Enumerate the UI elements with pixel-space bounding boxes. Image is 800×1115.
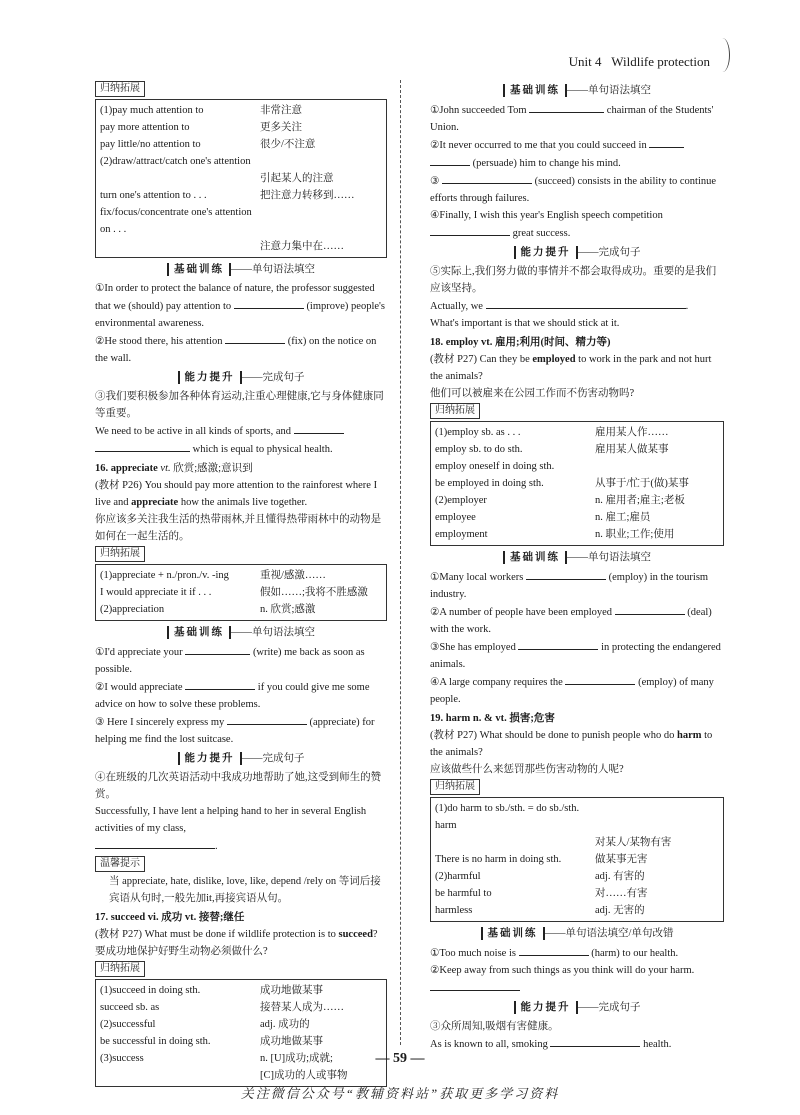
expand-row: employ oneself in doing sth. <box>435 461 555 472</box>
expand-tag: 归纳拓展 <box>95 81 145 97</box>
section-heading: 基础训练 ——单句语法填空 <box>95 261 387 278</box>
expand-tag: 归纳拓展 <box>430 403 480 419</box>
answer-blank[interactable] <box>519 944 589 956</box>
answer-blank[interactable] <box>442 172 532 184</box>
section-heading: 能力提升 ——完成句子 <box>95 750 387 767</box>
expand-row: (1)pay much attention to 非常注意 <box>100 105 302 116</box>
expand-tag: 归纳拓展 <box>95 546 145 562</box>
answer-blank[interactable] <box>95 440 190 452</box>
answer-blank[interactable] <box>486 297 686 309</box>
expand-row: (3)success n. [U]成功;成就; <box>100 1053 333 1064</box>
tip-tag: 温馨提示 <box>95 856 145 872</box>
expand-row: (2)employer n. 雇用者;雇主;老板 <box>435 495 685 506</box>
entry-17: 17. succeed vi. 成功 vt. 接替;继任 (教材 P27) What must be done if wildlife protection is to succeed? 要成功地保护好野生动物必须做什么? 归纳拓展 (1)succeed in doing sth. 成功地做某事 succeed sb. as 接替某人成为…… (2)successful adj. 成功的 be successful in doing sth. 成功地做某事 (3)success n. [U]成功;成就; [C]成功的人或事物 <box>95 909 387 1087</box>
expand-row: employee n. 雇工;雇员 <box>435 512 651 523</box>
answer-blank[interactable] <box>234 297 304 309</box>
expand-row: pay more attention to 更多关注 <box>100 122 302 133</box>
expand-row: [C]成功的人或事物 <box>260 1070 348 1081</box>
page-number: — 59 — <box>375 1051 425 1066</box>
expand-row: employment n. 职业;工作;使用 <box>435 529 675 540</box>
expand-box <box>95 564 387 621</box>
exercise: We need to be active in all kinds of sports, and <box>95 422 387 440</box>
answer-blank[interactable] <box>185 678 255 690</box>
expand-row: (1)do harm to sb./sth. = do sb./sth. harm <box>435 803 580 831</box>
answer-blank[interactable] <box>95 837 215 849</box>
expand-row: be employed in doing sth. 从事于/忙于(做)某事 <box>435 478 689 489</box>
expand-row: 注意力集中在…… <box>260 241 344 252</box>
expand-tag: 归纳拓展 <box>430 779 480 795</box>
tip-text: 当 appreciate, hate, dislike, love, like, depend /rely on 等词后接宾语从句时,一般先加it,再接宾语从句。 <box>109 876 381 904</box>
expand-box <box>430 797 724 922</box>
expand-row: be harmful to 对……有害 <box>435 888 648 899</box>
expand-tag: 归纳拓展 <box>95 961 145 977</box>
expand-box <box>430 421 724 546</box>
expand-row: (1)succeed in doing sth. 成功地做某事 <box>100 985 323 996</box>
section-heading: 基础训练 ——单句语法填空/单句改错 <box>430 925 724 942</box>
entry-19: 19. harm n. & vt. 损害;危害 (教材 P27) What should be done to punish people who do harm to the animals? 应该做些什么来惩罚那些伤害动物的人呢? 归纳拓展 (1)do harm to sb./sth. = do sb./sth. harm 对某人/某物有害 There is no harm in doing sth. 做某事无害 (2)harmful adj. 有害的 be harmful to 对……有害 harmless adj. 无害的 基础训练 ——单句语法填空/单句改错 ①Too much noise is (harm) to our health. ②Keep away from such things as you think will do your harm. 能力提升 ——完成句子 ③众所周知,吸烟有害健康。 As is known to all, smoking health. <box>430 710 724 1053</box>
right-column: 基础训练 ——单句语法填空 ①John succeeded Tom chairman of the Students' Union. ②It never occurred to me that you could succeed in (persuade) him to change his mind. ③ (succeed) consists in the ability to continue efforts through failures. ④Finally, I wish this year's English speech competition great success. 能力提升 ——完成句子 ⑤实际上,我们努力做的事情并不都会取得成功。重要的是我们应该坚持。 Actually, we . What's important is that we should stick at it. 18. employ vt. 雇用;利用(时间、精力等) (教材 P27) Can they be employed to work in the park and not hurt the animals? 他们可以被雇来在公园工作而不伤害动物吗? 归纳拓展 (1)employ sb. as . . . 雇用某人作…… employ sb. to do sth. 雇用某人做某事 employ oneself in doing sth. be employed in doing sth. 从事于/忙于(做)某事 (2)employer n. 雇用者;雇主;老板 employee n. 雇工;雇员 employment n. 职业;工作;使用 基础训练 ——单句语法填空 ①Many local workers (employ) in the tourism industry. ②A number of people have been employed (deal) with the work. ③She has employed in protecting the endangered animals. ④A large company requires the (employ) of many people. 19. harm n. & vt. 损害;危害 (教材 P27) What should be done to punish people who do harm to the animals? 应该做些什么来惩罚那些伤害动物的人呢? 归纳拓展 (1)do harm to sb./sth. = do sb./sth. harm 对某人/某物有害 There is no harm in doing sth. 做某事无害 (2)harmful adj. 有害的 be harmful to 对……有害 harmless adj. 无害的 基础训练 ——单句语法填空/单句改错 ①Too much noise is (harm) to our health. ②Keep away from such things as you think will do your harm. 能力提升 ——完成句子 ③众所周知,吸烟有害健康。 As is known to all, smoking health. <box>430 80 724 1053</box>
expand-row: be successful in doing sth. 成功地做某事 <box>100 1036 323 1047</box>
answer-blank[interactable] <box>649 136 684 148</box>
expand-row: (2)successful adj. 成功的 <box>100 1019 310 1030</box>
entry-18: 18. employ vt. 雇用;利用(时间、精力等) (教材 P27) Can they be employed to work in the park and not hurt the animals? 他们可以被雇来在公园工作而不伤害动物吗? 归纳拓展 (1)employ sb. as . . . 雇用某人作…… employ sb. to do sth. 雇用某人做某事 employ oneself in doing sth. be employed in doing sth. 从事于/忙于(做)某事 (2)employer n. 雇用者;雇主;老板 employee n. 雇工;雇员 employment n. 职业;工作;使用 基础训练 ——单句语法填空 ①Many local workers (employ) in the tourism industry. ②A number of people have been employed (deal) with the work. ③She has employed in protecting the endangered animals. ④A large company requires the (employ) of many people. <box>430 334 724 708</box>
header-curve-decoration <box>715 38 730 72</box>
expand-row: 对某人/某物有害 <box>595 837 672 848</box>
answer-blank[interactable] <box>430 224 510 236</box>
expand-row: (2)harmful adj. 有害的 <box>435 871 645 882</box>
footer-watermark: 关注微信公众号“教辅资料站”获取更多学习资料 <box>240 1086 560 1101</box>
section-heading: 基础训练 ——单句语法填空 <box>430 549 724 566</box>
answer-blank[interactable] <box>185 643 250 655</box>
expand-row: (1)employ sb. as . . . 雇用某人作…… <box>435 427 669 438</box>
answer-blank[interactable] <box>227 713 307 725</box>
left-column <box>95 80 387 1090</box>
answer-blank[interactable] <box>430 979 520 991</box>
exercise: ③我们要积极参加各种体育运动,注重心理健康,它与身体健康同等重要。 <box>95 391 384 419</box>
answer-blank[interactable] <box>526 568 606 580</box>
answer-blank[interactable] <box>615 603 685 615</box>
section-heading: 基础训练 ——单句语法填空 <box>95 624 387 641</box>
section-heading: 基础训练 ——单句语法填空 <box>430 82 724 99</box>
answer-blank[interactable] <box>294 422 344 434</box>
expand-row: (1)appreciate + n./pron./v. -ing 重视/感激…… <box>100 570 326 581</box>
exercise: which is equal to physical health. <box>95 440 387 458</box>
expand-row: There is no harm in doing sth. 做某事无害 <box>435 854 648 865</box>
exercise: ①In order to protect the balance of nature, the professor suggested that we (should) pay attention to (improve) people's environmental awareness. <box>95 283 386 329</box>
expand-row: (2)appreciation n. 欣赏;感激 <box>100 604 316 615</box>
expand-row: succeed sb. as 接替某人成为…… <box>100 1002 344 1013</box>
expand-row: 引起某人的注意 <box>260 173 334 184</box>
expand-row: I would appreciate it if . . . 假如……;我将不胜感激 <box>100 587 368 598</box>
expand-row: fix/focus/concentrate one's attention on . . . <box>100 207 252 235</box>
expand-box <box>95 99 387 258</box>
answer-blank[interactable] <box>550 1035 640 1047</box>
section-heading: 能力提升 ——完成句子 <box>95 369 387 386</box>
section-heading: 能力提升 ——完成句子 <box>430 244 724 261</box>
answer-blank[interactable] <box>225 332 285 344</box>
column-divider <box>400 80 401 1045</box>
page-header: Unit 4 Wildlife protection <box>568 54 710 69</box>
exercise: ②He stood there, his attention (fix) on the notice on the wall. <box>95 332 387 367</box>
expand-row: pay little/no attention to 很少/不注意 <box>100 139 316 150</box>
answer-blank[interactable] <box>430 154 470 166</box>
section-heading: 能力提升 ——完成句子 <box>430 999 724 1016</box>
answer-blank[interactable] <box>518 638 598 650</box>
entry-16: 16. appreciate vt. 欣赏;感激;意识到 (教材 P26) You should pay more attention to the rainforest where I live and appreciate how the animals live together. 你应该多关注我生活的热带雨林,并且懂得热带雨林中的动物是如何在一起生活的。 归纳拓展 (1)appreciate + n./pron./v. -ing 重视/感激…… I would appreciate it if . . . 假如……;我将不胜感激 (2)appreciation n. 欣赏;感激 基础训练 ——单句语法填空 ①I'd appreciate your (write) me back as soon as possible. ②I would appreciate if you could give me some advice on how to solve these problems. ③ Here I sincerely express my (appreciate) for helping me find the lost suitcase. 能力提升 ——完成句子 ④在班级的几次英语活动中我成功地帮助了她,这受到师生的赞赏。 Successfully, I have lent a helping hand to her in several English activities of my class, . 温馨提示 当 appreciate, hate, dislike, love, like, depend /rely on 等词后接宾语从句时,一般先加it,再接宾语从句。 <box>95 460 387 907</box>
answer-blank[interactable] <box>565 673 635 685</box>
expand-row: (2)draw/attract/catch one's attention <box>100 156 251 167</box>
expand-box <box>95 979 387 1087</box>
expand-row: employ sb. to do sth. 雇用某人做某事 <box>435 444 669 455</box>
answer-blank[interactable] <box>529 101 604 113</box>
expand-row: turn one's attention to . . . 把注意力转移到…… <box>100 190 355 201</box>
expand-row: harmless adj. 无害的 <box>435 905 645 916</box>
